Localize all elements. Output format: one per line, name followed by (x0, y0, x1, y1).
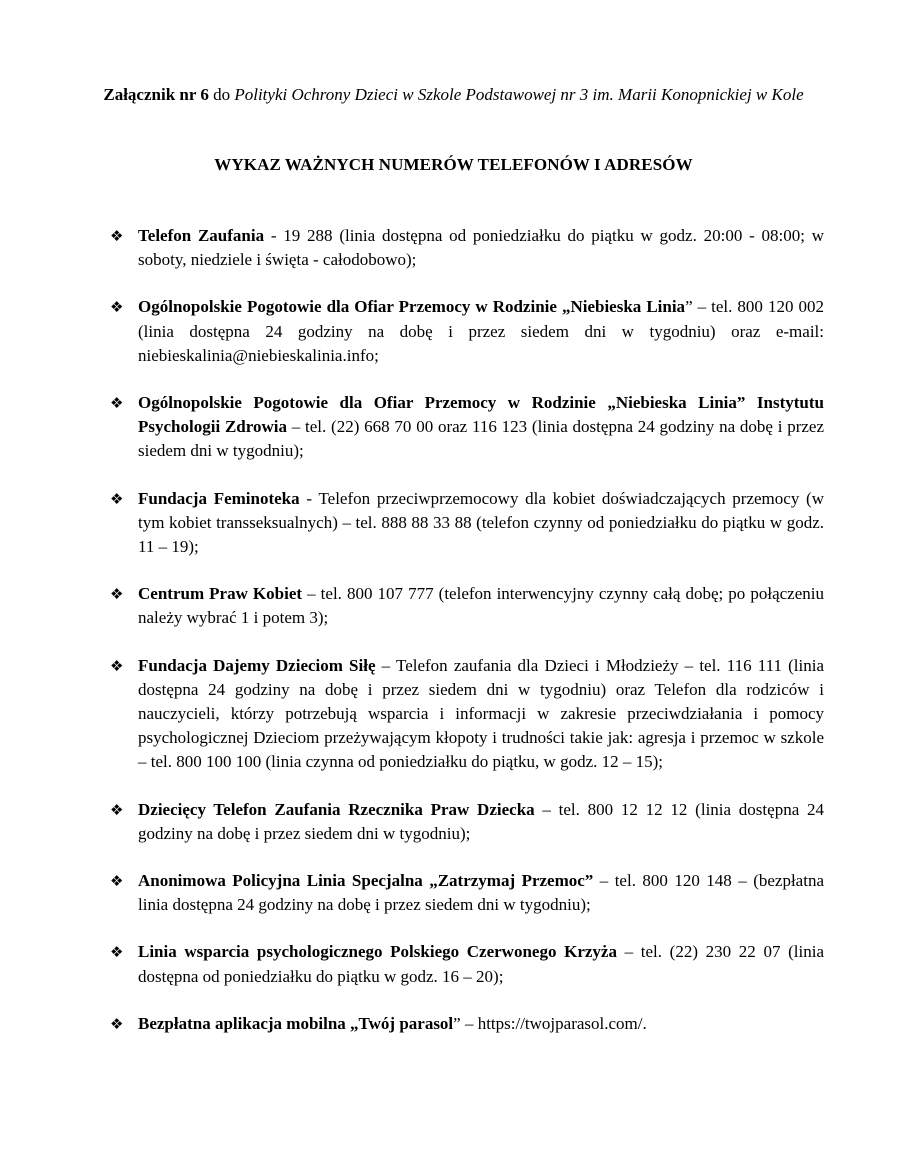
contact-details: - 19 288 (linia dostępna od poniedziałku do piątku w godz. 20:00 - 08:00; w soboty, niedziele i święta - całodobowo); (138, 226, 824, 270)
diamond-ornament-icon: ❖ (110, 872, 124, 891)
diamond-ornament-icon: ❖ (110, 1014, 124, 1033)
list-item-text (138, 487, 824, 560)
attachment-connector: do (208, 85, 235, 104)
list-item-text (138, 654, 824, 775)
list-item (110, 487, 824, 560)
list-item-text (138, 224, 824, 272)
list-item (110, 654, 824, 775)
contact-name: Bezpłatna aplikacja mobilna „Twój parasol (138, 1013, 454, 1033)
list-item (110, 940, 824, 988)
list-item (110, 869, 824, 917)
diamond-ornament-icon: ❖ (110, 585, 124, 604)
contact-details: ” – tel. 800 120 002 (linia dostępna 24 godziny na dobę i przez siedem dni w tygodniu) oraz e-mail: niebieskalinia@niebieskalinia.info; (138, 297, 824, 365)
list-item (110, 295, 824, 368)
list-item (110, 391, 824, 464)
page-title: WYKAZ WAŻNYCH NUMERÓW TELEFONÓW I ADRESÓW (214, 155, 693, 174)
list-item-text (138, 391, 824, 464)
list-item (110, 224, 824, 272)
list-item (110, 798, 824, 846)
contact-details: – tel. (22) 230 22 07 (linia dostępna od poniedziałku do piątku w godz. 16 – 20); (138, 942, 824, 986)
contact-name: Ogólnopolskie Pogotowie dla Ofiar Przemocy w Rodzinie „Niebieska Linia (138, 297, 686, 317)
contact-name: Ogólnopolskie Pogotowie dla Ofiar Przemocy w Rodzinie „Niebieska Linia” Instytutu Psychologii Zdrowia (138, 393, 824, 437)
contact-details: – Telefon zaufania dla Dzieci i Młodzieży – tel. 116 111 (linia dostępna 24 godziny na dobę i przez siedem dni w tygodniu) oraz Telefon dla rodziców i nauczycieli, którzy potrzebują wsparcia i informacji w zakresie przeciwdziałania i pomocy psychologicznej Dzieciom przeżywającym kłopoty i trudności takie jak: agresja i przemoc w szkole – tel. 800 100 100 (linia czynna od poniedziałku do piątku, w godz. 12 – 15); (138, 655, 824, 772)
contact-details: – tel. 800 12 12 12 (linia dostępna 24 godziny na dobę i przez siedem dni w tygodniu); (138, 799, 824, 843)
contact-details: - Telefon przeciwprzemocowy dla kobiet doświadczających przemocy (w tym kobiet transseksualnych) – tel. 888 88 33 88 (telefon czynny od poniedziałku do piątku w godz. 11 – 19); (138, 488, 824, 557)
diamond-ornament-icon: ❖ (110, 489, 124, 508)
contact-name: Anonimowa Policyjna Linia Specjalna „Zatrzymaj Przemoc” (138, 871, 594, 891)
list-item-text (138, 295, 824, 368)
contact-name: Dziecięcy Telefon Zaufania Rzecznika Praw Dziecka (138, 799, 535, 819)
contact-name: Fundacja Feminoteka (138, 488, 300, 508)
diamond-ornament-icon: ❖ (110, 656, 124, 675)
diamond-ornament-icon: ❖ (110, 298, 124, 317)
attachment-number: Załącznik nr 6 (103, 85, 209, 104)
diamond-ornament-icon: ❖ (110, 227, 124, 245)
contact-name: Telefon Zaufania (138, 226, 265, 245)
diamond-ornament-icon: ❖ (110, 943, 124, 962)
list-item (110, 582, 824, 630)
list-item (110, 1012, 824, 1036)
list-item-text (138, 582, 824, 630)
list-item-text (138, 869, 824, 917)
policy-title: Polityki Ochrony Dzieci w Szkole Podstawowej nr 3 im. Marii Konopnickiej w Kole (234, 85, 804, 104)
contact-list (110, 224, 824, 1059)
attachment-header (0, 84, 907, 106)
contact-details: – tel. 800 107 777 (telefon interwencyjny czynny całą dobę; po połączeniu należy wybrać 1 i potem 3); (138, 584, 824, 628)
list-item-text (138, 1012, 824, 1036)
contact-name: Centrum Praw Kobiet (138, 584, 303, 604)
contact-name: Linia wsparcia psychologicznego Polskiego Czerwonego Krzyża (138, 942, 617, 962)
list-item-text (138, 798, 824, 846)
contact-details: – tel. 800 120 148 – (bezpłatna linia dostępna 24 godziny na dobę i przez siedem dni w tygodniu); (138, 871, 824, 915)
diamond-ornament-icon: ❖ (110, 800, 124, 819)
diamond-ornament-icon: ❖ (110, 394, 124, 413)
contact-details: ” – https://twojparasol.com/. (453, 1013, 647, 1033)
contact-name: Fundacja Dajemy Dzieciom Siłę (138, 655, 376, 675)
list-item-text (138, 940, 824, 988)
contact-details: – tel. (22) 668 70 00 oraz 116 123 (linia dostępna 24 godziny na dobę i przez siedem dni w tygodniu); (138, 417, 825, 461)
